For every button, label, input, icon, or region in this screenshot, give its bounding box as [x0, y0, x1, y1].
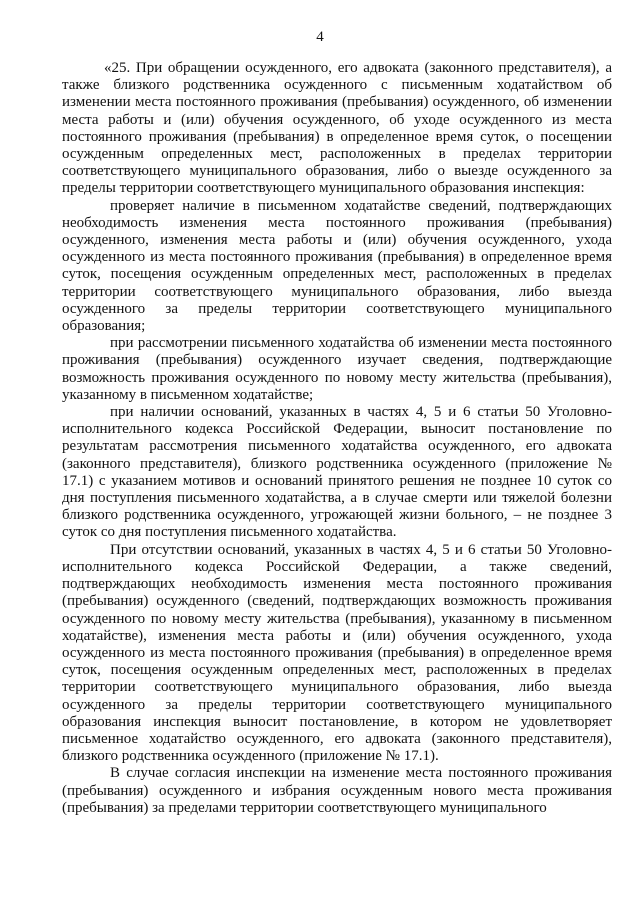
page-number: 4 — [316, 29, 324, 45]
paragraph-6: В случае согласия инспекции на изменение места постоянного проживания (пребывания) осужденного и избрания осужденным нового места проживания (пребывания) за пределами территории соответствующего муниципального — [62, 765, 612, 816]
paragraph-1: «25. При обращении осужденного, его адвоката (законного представителя), а также близкого родственника осужденного с письменным ходатайством об изменении места постоянного проживания (пребывания) осужденного, об изменении места работы и (или) обучения осужденного, об уходе осужденного из места постоянного проживания (пребывания) в определенное время суток, о посещении осужденным определенных мест, расположенных в пределах территории соответствующего муниципального образования, либо о выезде осужденного за пределы территории соответствующего муниципального образования инспекция: — [62, 60, 612, 197]
paragraph-5: При отсутствии оснований, указанных в частях 4, 5 и 6 статьи 50 Уголовно-исполнительного кодекса Российской Федерации, а также сведений, подтверждающих необходимость изменения места постоянного проживания (пребывания) осужденного (сведений, подтверждающих возможность проживания осужденного по новому месту жительства (пребывания), указанному в письменном ходатайстве), изменения места работы и (или) обучения осужденного, ухода осужденного из места постоянного проживания (пребывания) в определенное время суток, посещения осужденным определенных мест, расположенных в пределах территории соответствующего муниципального образования, либо выезда осужденного за пределы территории соответствующего муниципального образования инспекция выносит постановление, в котором не удовлетворяет письменное ходатайство осужденного, его адвоката (законного представителя), близкого родственника осужденного (приложение № 17.1). — [62, 541, 612, 765]
paragraph-4: при наличии оснований, указанных в частях 4, 5 и 6 статьи 50 Уголовно-исполнительного кодекса Российской Федерации, выносит постановление по результатам рассмотрения письменного ходатайства осужденного, его адвоката (законного представителя), близкого родственника осужденного (приложение № 17.1) с указанием мотивов и оснований принятого решения не позднее 10 суток со дня поступления письменного ходатайства, а в случае смерти или тяжелой болезни близкого родственника осужденного, угрожающей жизни больного, – не позднее 3 суток со дня поступления письменного ходатайства. — [62, 404, 612, 541]
paragraph-3: при рассмотрении письменного ходатайства об изменении места постоянного проживания (пребывания) осужденного изучает сведения, подтверждающие возможность проживания осужденного по новому месту жительства (пребывания), указанному в письменном ходатайстве; — [62, 335, 612, 403]
document-body — [62, 60, 612, 817]
paragraph-2: проверяет наличие в письменном ходатайстве сведений, подтверждающих необходимость изменения места постоянного проживания (пребывания) осужденного, изменения места работы и (или) обучения осужденного, ухода осужденного из места постоянного проживания (пребывания) в определенное время суток, посещения осужденным определенных мест, расположенных в пределах территории соответствующего муниципального образования, либо выезда осужденного за пределы территории соответствующего муниципального образования; — [62, 197, 612, 335]
